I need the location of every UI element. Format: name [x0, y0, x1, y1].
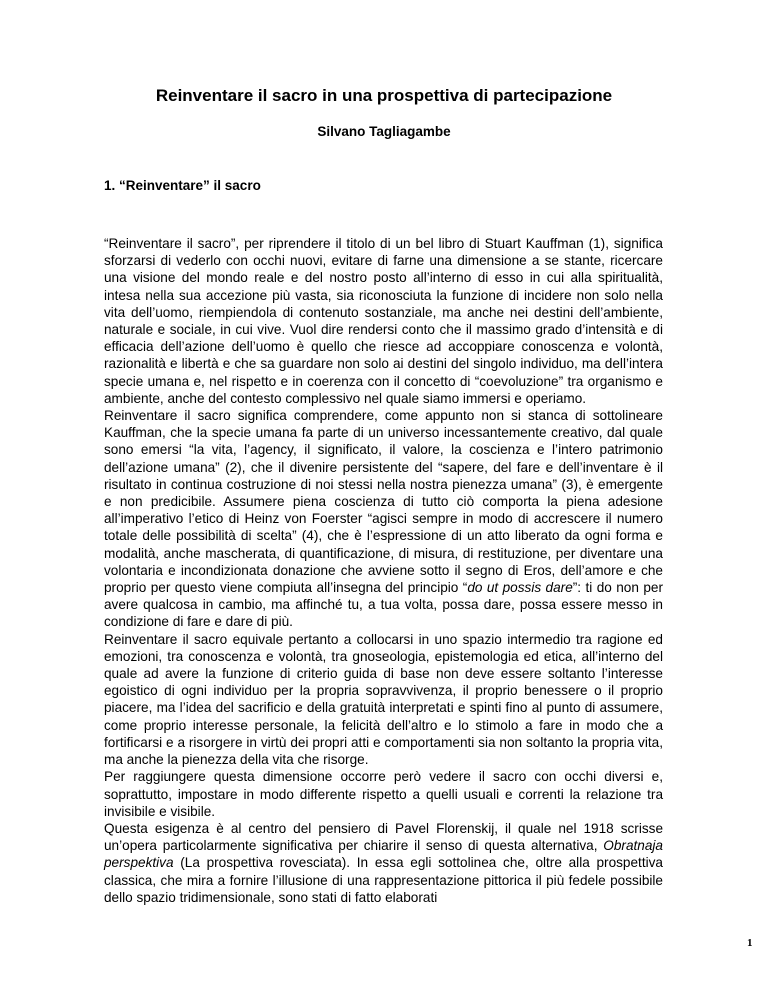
page-number: 1 [747, 937, 753, 949]
body-paragraph [104, 768, 663, 820]
paragraph-text: Reinventare il sacro equivale pertanto a collocarsi in uno spazio intermedio tra ragione ed emozioni, tra conoscenza e volontà, tra gnoseologia, epistemologia ed etica, all’interno del quale ad avere la funzione di criterio guida di base non deve essere soltanto l’interesse egoistico di ogni individuo per la propria sopravvivenza, il proprio benessere o il proprio piacere, ma l’idea del sacrificio e della gratuità interpretati e spinti fino al punto di assumere, come proprio interesse personale, la felicità dell’altro e lo stimolo a fare in modo che a fortificarsi e a risorgere in virtù dei propri atti e comportamenti sia non soltanto la propria vita, ma anche la pienezza della vita che risorge. [104, 631, 663, 768]
paragraph-text: “Reinventare il sacro”, per riprendere il titolo di un bel libro di Stuart Kauffman (1), significa sforzarsi di vederlo con occhi nuovi, evitare di farne una dimensione a se stante, ricercare una visione del mondo reale e del nostro posto all’interno di esso in cui alla spiritualità, intesa nella sua accezione più vasta, sia riconosciuta la funzione di incidere non solo nella vita dell’uomo, riempiendola di contenuto sostanziale, ma anche nei destini dell’ambiente, naturale e sociale, in cui vive. Vuol dire rendersi conto che il massimo grado d’intensità e di efficacia dell’azione dell’uomo è quello che riesce ad accoppiare conoscenza e volontà, razionalità e libertà e che sa guardare non solo ai destini del singolo individuo, ma dell’intera specie umana e, nel rispetto e in coerenza con il concetto di “coevoluzione” tra organismo e ambiente, anche del contesto complessivo nel quale siamo immersi e operiamo. [104, 236, 663, 406]
paragraph-text: ”: ti do non per avere qualcosa in cambio, ma affinché tu, a tua volta, possa dare, possa essere messo in condizione di fare e dare di più. [104, 580, 663, 630]
body-paragraph [104, 407, 663, 631]
author-name: Silvano Tagliagambe [317, 124, 451, 139]
paragraph-text: (La prospettiva rovesciata). In essa egli sottolinea che, oltre alla prospettiva classica, che mira a fornire l’illusione di una rappresentazione pittorica il più fedele possibile dello spazio tridimensionale, sono stati di fatto elaborati [104, 855, 663, 905]
paragraph-text: Per raggiungere questa dimensione occorre però vedere il sacro con occhi diversi e, soprattutto, impostare in modo differente rispetto a quelli usuali e correnti la relazione tra invisibile e visibile. [104, 769, 663, 819]
body-paragraph [104, 820, 663, 906]
paragraph-text: Reinventare il sacro significa comprendere, come appunto non si stanca di sottolineare Kauffman, che la specie umana fa parte di un universo incessantemente creativo, dal quale sono emersi “la vita, l’agency, il significato, il valore, la coscienza e l’intero patrimonio dell’azione umana” (2), che il divenire persistente del “sapere, del fare e dell’inventare è il risultato in continua costruzione di noi stessi nella nostra pienezza umana” (3), è emergente e non predicibile. Assumere piena coscienza di tutto ciò comporta la piena adesione all’imperativo l’etico di Heinz von Foerster “agisci sempre in modo di accrescere il numero totale delle possibilità di scelta” (4), che è l’espressione di un atto liberato da ogni forma e modalità, anche mascherata, di quantificazione, di misura, di restituzione, per diventare una volontaria e incondizionata donazione che avviene sotto il segno di Eros, dell’amore e che proprio per questo viene compiuta all’insegna del principio “ [104, 408, 663, 596]
body-paragraph [104, 631, 663, 769]
italic-text: do ut possis dare [467, 580, 573, 596]
section-heading: 1. “Reinventare” il sacro [104, 178, 261, 193]
body-text [104, 235, 663, 906]
body-paragraph [104, 235, 663, 407]
document-title: Reinventare il sacro in una prospettiva di partecipazione [155, 86, 613, 105]
italic-text: Obratnaja perspektiva [104, 838, 663, 871]
paragraph-text: Questa esigenza è al centro del pensiero di Pavel Florenskij, il quale nel 1918 scrisse un’opera particolarmente significativa per chiarire il senso di questa alternativa, [104, 820, 663, 854]
